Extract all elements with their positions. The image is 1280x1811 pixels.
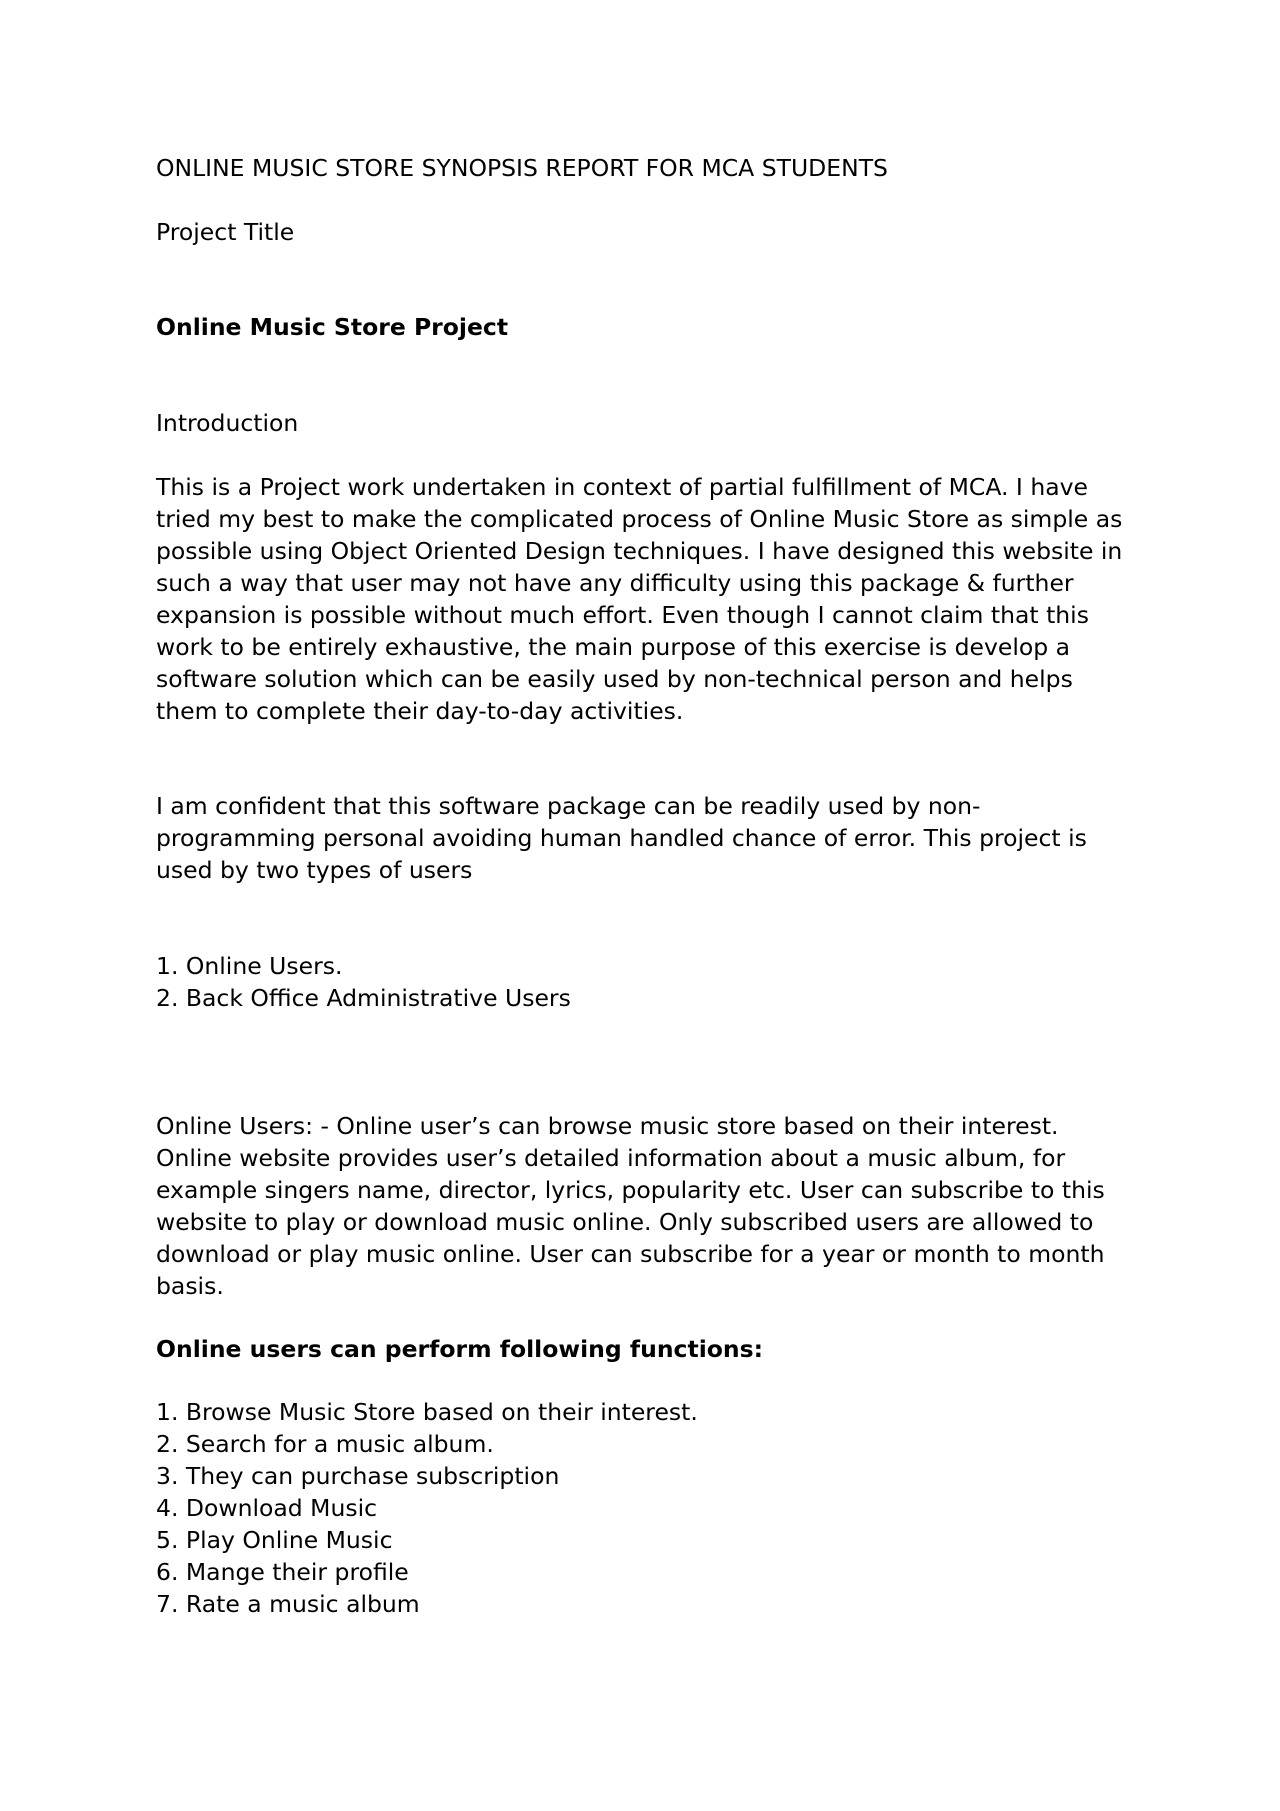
project-title-label: Project Title bbox=[156, 218, 295, 246]
functions-list bbox=[156, 1396, 1136, 1620]
online-users-paragraph: Online Users: - Online user’s can browse music store based on their interest. Online website provides user’s detailed information about a music album, for example singers name, director, lyrics, popularity etc. User can subscribe to this website to play or download music online. Only subscribed users are allowed to download or play music online. User can subscribe for a year or month to month basis. bbox=[156, 1112, 1105, 1300]
intro-paragraph-2: I am confident that this software package can be readily used by non-programming personal avoiding human handled chance of error. This project is used by two types of users bbox=[156, 792, 1087, 884]
list-item: 3. They can purchase subscription bbox=[156, 1462, 560, 1490]
list-item: 2. Search for a music album. bbox=[156, 1430, 494, 1458]
list-item: 7. Rate a music album bbox=[156, 1590, 420, 1618]
list-item: 1. Browse Music Store based on their interest. bbox=[156, 1398, 698, 1426]
list-item: 5. Play Online Music bbox=[156, 1526, 393, 1554]
list-item: 4. Download Music bbox=[156, 1494, 378, 1522]
project-title: Online Music Store Project bbox=[156, 313, 509, 341]
intro-paragraph-1: This is a Project work undertaken in context of partial fulfillment of MCA. I have tried my best to make the complicated process of Online Music Store as simple as possible using Object Oriented Design techniques. I have designed this website in such a way that user may not have any difficulty using this package & further expansion is possible without much effort. Even though I cannot claim that this work to be entirely exhaustive, the main purpose of this exercise is develop a software solution which can be easily used by non-technical person and helps them to complete their day-to-day activities. bbox=[156, 473, 1123, 725]
list-item: 2. Back Office Administrative Users bbox=[156, 984, 571, 1012]
list-item: 1. Online Users. bbox=[156, 952, 343, 980]
list-item: 6. Mange their profile bbox=[156, 1558, 409, 1586]
user-types-list bbox=[156, 950, 1136, 1014]
functions-heading: Online users can perform following functions: bbox=[156, 1335, 764, 1363]
document-heading: ONLINE MUSIC STORE SYNOPSIS REPORT FOR MCA STUDENTS bbox=[156, 154, 888, 182]
introduction-label: Introduction bbox=[156, 409, 299, 437]
